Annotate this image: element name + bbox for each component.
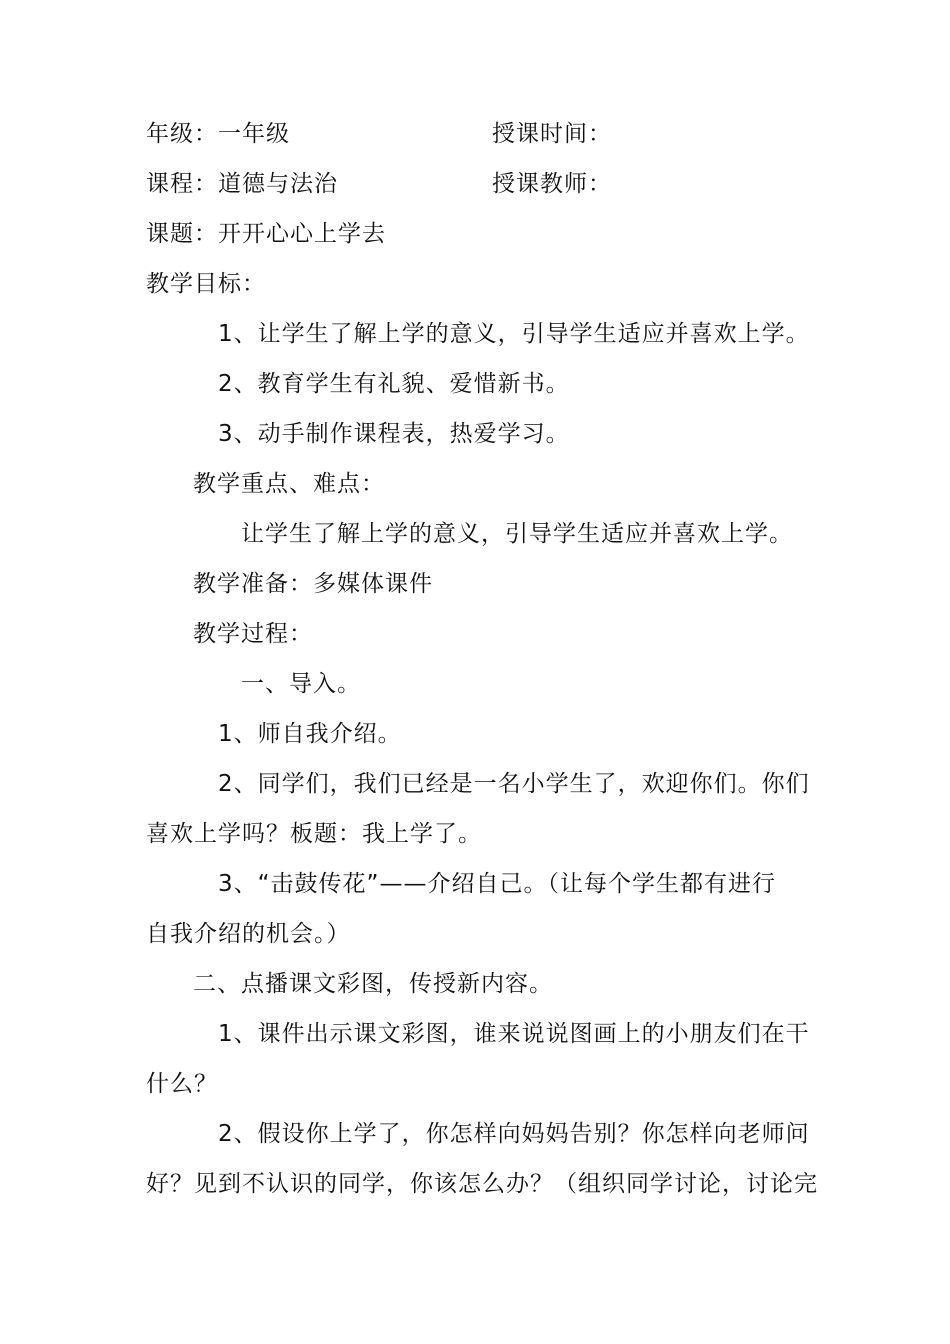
keypoints-text: 让学生了解上学的意义，引导学生适应并喜欢上学。 (241, 521, 793, 547)
section2-item-1-line1: 1、课件出示课文彩图，谁来说说图画上的小朋友们在干 (218, 1021, 810, 1047)
grade-line: 年级：一年级 (146, 121, 290, 147)
objectives-heading: 教学目标： (146, 271, 266, 297)
topic-line: 课题：开开心心上学去 (146, 221, 386, 247)
section1-item-2-line2: 喜欢上学吗？板题：我上学了。 (146, 821, 482, 847)
preparation-line: 教学准备：多媒体课件 (193, 571, 433, 597)
section1-item-1: 1、师自我介绍。 (218, 721, 402, 747)
section2-item-2-line1: 2、假设你上学了，你怎样向妈妈告别？你怎样向老师问 (218, 1121, 810, 1147)
objective-item-2: 2、教育学生有礼貌、爱惜新书。 (218, 371, 570, 397)
objective-item-1: 1、让学生了解上学的意义，引导学生适应并喜欢上学。 (218, 321, 810, 347)
section1-item-3-line1: 3、“击鼓传花”——介绍自己。（让每个学生都有进行 (218, 871, 776, 897)
section1-title: 一、导入。 (241, 671, 361, 697)
process-heading: 教学过程： (193, 621, 313, 647)
course-line: 课程：道德与法治 (146, 171, 338, 197)
objective-item-3: 3、动手制作课程表，热爱学习。 (218, 421, 570, 447)
class-time-line: 授课时间： (492, 121, 612, 147)
section2-title: 二、点播课文彩图，传授新内容。 (193, 971, 553, 997)
section2-item-2-line2: 好？见到不认识的同学，你该怎么办？（组织同学讨论，讨论完 (146, 1171, 818, 1197)
section1-item-2-line1: 2、同学们，我们已经是一名小学生了，欢迎你们。你们 (218, 771, 810, 797)
section2-item-1-line2: 什么？ (146, 1071, 218, 1097)
keypoints-heading: 教学重点、难点： (193, 471, 385, 497)
section1-item-3-line2: 自我介绍的机会。） (146, 921, 351, 947)
teacher-line: 授课教师： (492, 171, 612, 197)
